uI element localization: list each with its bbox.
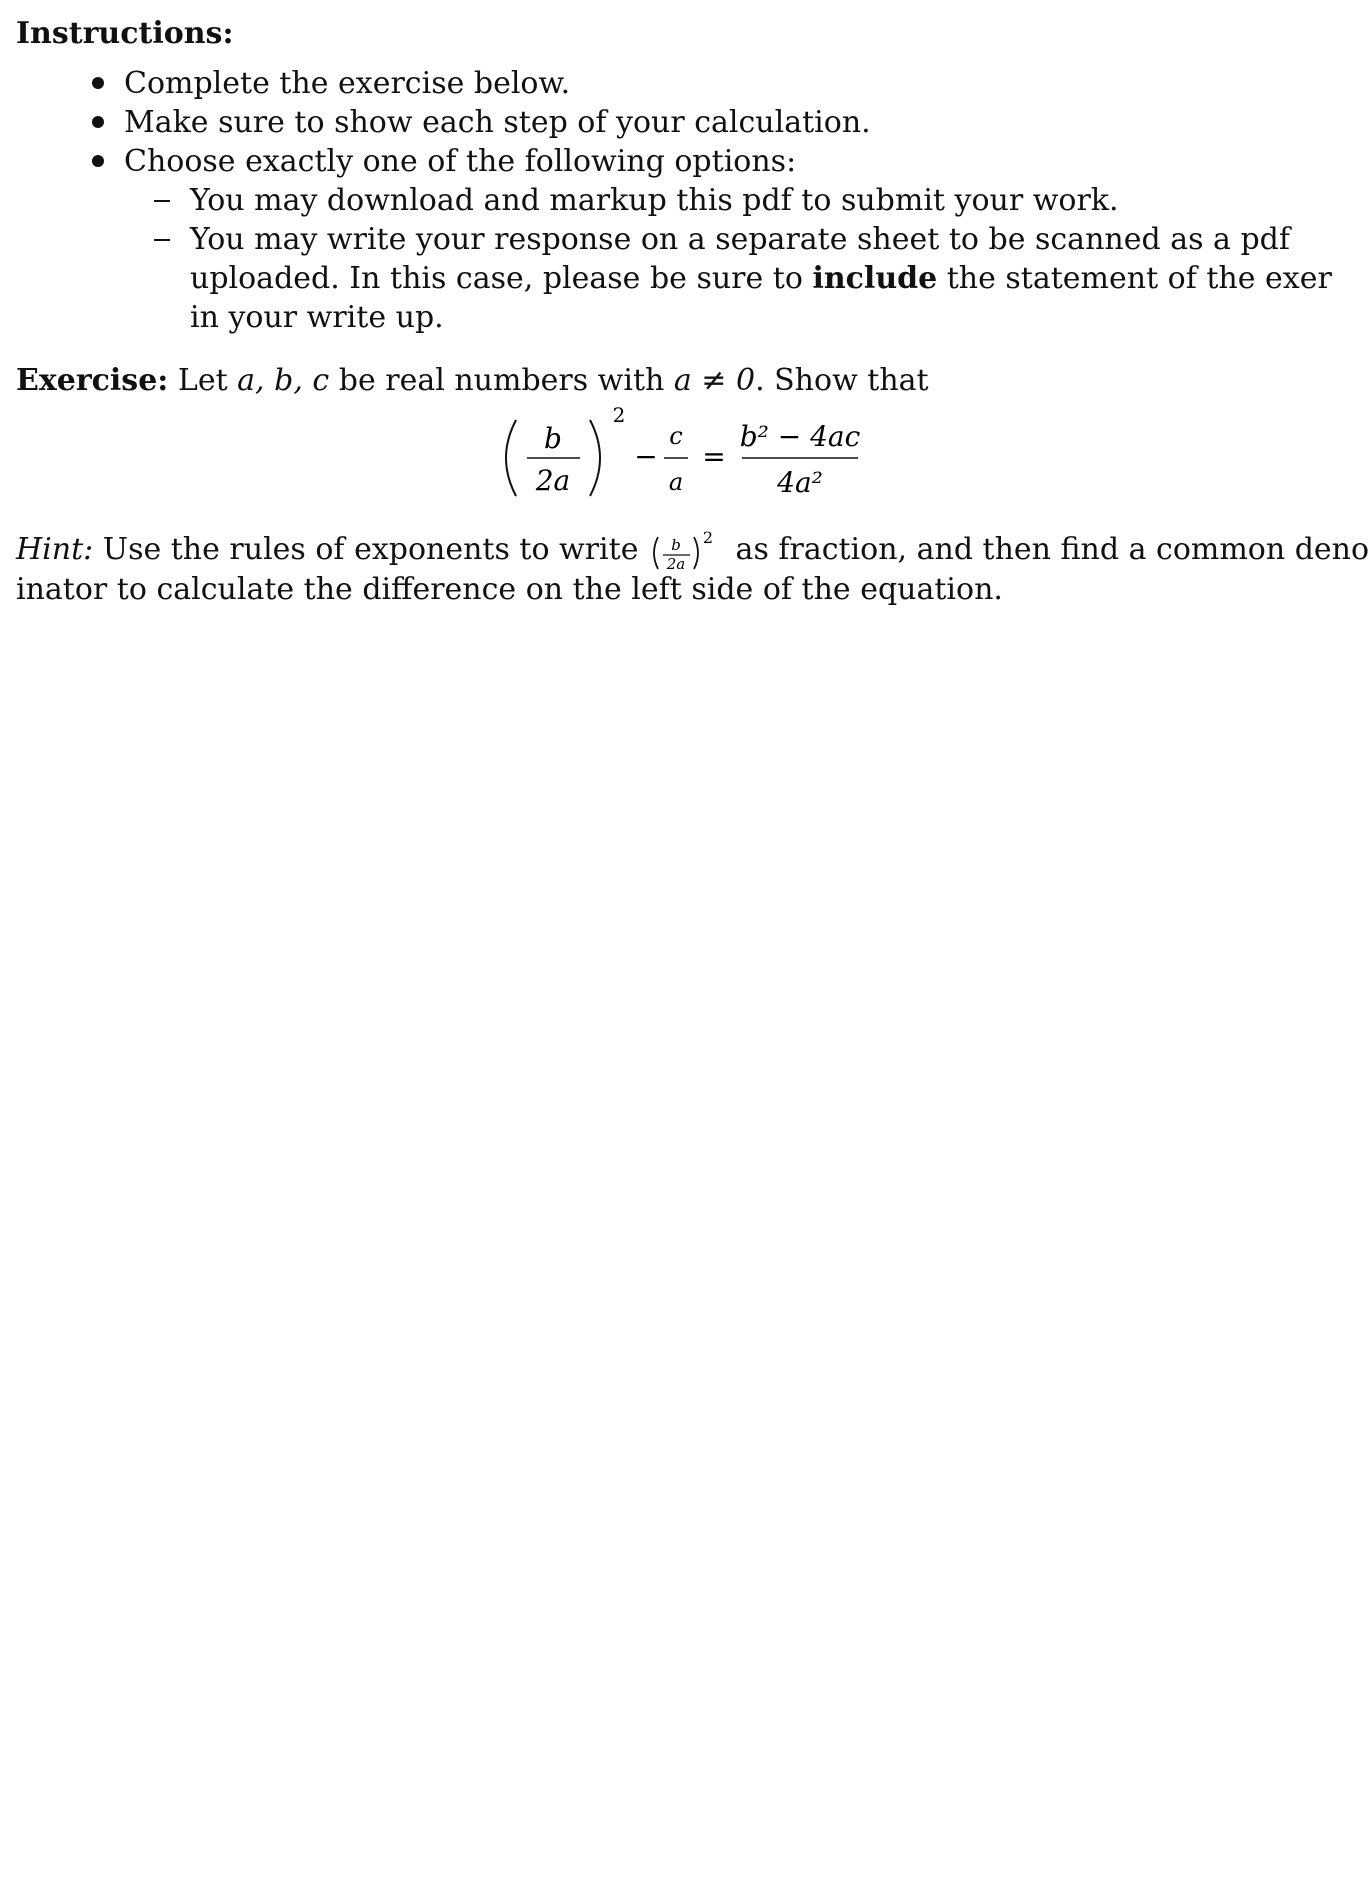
left-paren-icon xyxy=(506,420,516,496)
dash-icon xyxy=(154,200,170,202)
bullet-icon xyxy=(92,155,104,167)
instructions-list xyxy=(16,64,1332,337)
list-item xyxy=(16,142,1332,337)
inline-fraction-svg xyxy=(648,528,726,573)
inline-fraction-denominator: 2a xyxy=(666,555,686,573)
option-line xyxy=(190,259,1332,298)
equation-c-denominator: a xyxy=(668,468,684,496)
exercise-condition: a ≠ 0 xyxy=(673,363,756,398)
exercise-text: be real numbers with xyxy=(329,363,674,398)
hint-paragraph xyxy=(16,528,1369,610)
list-item xyxy=(16,103,1284,142)
equation-lhs-numerator: b xyxy=(544,422,562,455)
bullet-icon xyxy=(92,116,104,128)
hint-line: inator to calculate the difference on the left side of the equation. xyxy=(16,572,1003,607)
inline-fraction-numerator: b xyxy=(671,536,681,554)
equation-rhs-denominator: 4a² xyxy=(777,466,823,499)
inline-fraction xyxy=(648,528,726,573)
equation-lhs-denominator: 2a xyxy=(535,464,571,497)
hint-text: Use the rules of exponents to write xyxy=(93,532,649,567)
instructions-heading: Instructions: xyxy=(16,16,234,51)
list-item-text: Complete the exercise below. xyxy=(124,66,571,101)
list-item-text: Make sure to show each step of your calculation. xyxy=(124,105,871,140)
option-text: You may download and markup this pdf to submit your work. xyxy=(190,183,1119,218)
option-line: You may write your response on a separate sheet to be scanned as a pdf xyxy=(190,222,1290,257)
equation-minus: − xyxy=(634,440,658,473)
right-paren-icon xyxy=(590,420,600,496)
equation-c-numerator: c xyxy=(669,422,683,450)
list-item-text: Choose exactly one of the following options: xyxy=(124,144,797,179)
equation-rhs-numerator: b² − 4ac xyxy=(739,420,861,453)
hint-label: Hint: xyxy=(16,532,94,567)
exercise-text: . Show that xyxy=(755,363,929,398)
hint-line xyxy=(16,528,1369,573)
right-paren-icon xyxy=(694,537,698,569)
exercise-variables: a, b, c xyxy=(237,363,330,398)
option-text: the statement of the exer xyxy=(937,261,1332,296)
exercise-statement xyxy=(16,361,1284,400)
list-item xyxy=(16,64,1284,103)
dash-icon xyxy=(154,239,170,241)
document-page xyxy=(16,14,1369,610)
hint-text: as fraction, and then find a common deno xyxy=(726,532,1369,567)
inline-fraction-exponent: 2 xyxy=(702,528,714,547)
equation-equals: = xyxy=(702,440,726,473)
sublist-item xyxy=(16,220,1332,337)
bullet-icon xyxy=(92,77,104,89)
emphasis-text: include xyxy=(812,261,938,296)
exercise-text: Let xyxy=(168,363,238,398)
sublist-item xyxy=(16,181,1284,220)
left-paren-icon xyxy=(654,537,658,569)
equation-svg xyxy=(16,400,1016,516)
equation-exponent: 2 xyxy=(612,403,626,427)
exercise-label: Exercise: xyxy=(16,363,169,398)
options-sublist xyxy=(124,181,1332,337)
option-line: in your write up. xyxy=(190,300,444,335)
display-equation xyxy=(16,400,1284,516)
option-text: uploaded. In this case, please be sure to xyxy=(190,261,813,296)
